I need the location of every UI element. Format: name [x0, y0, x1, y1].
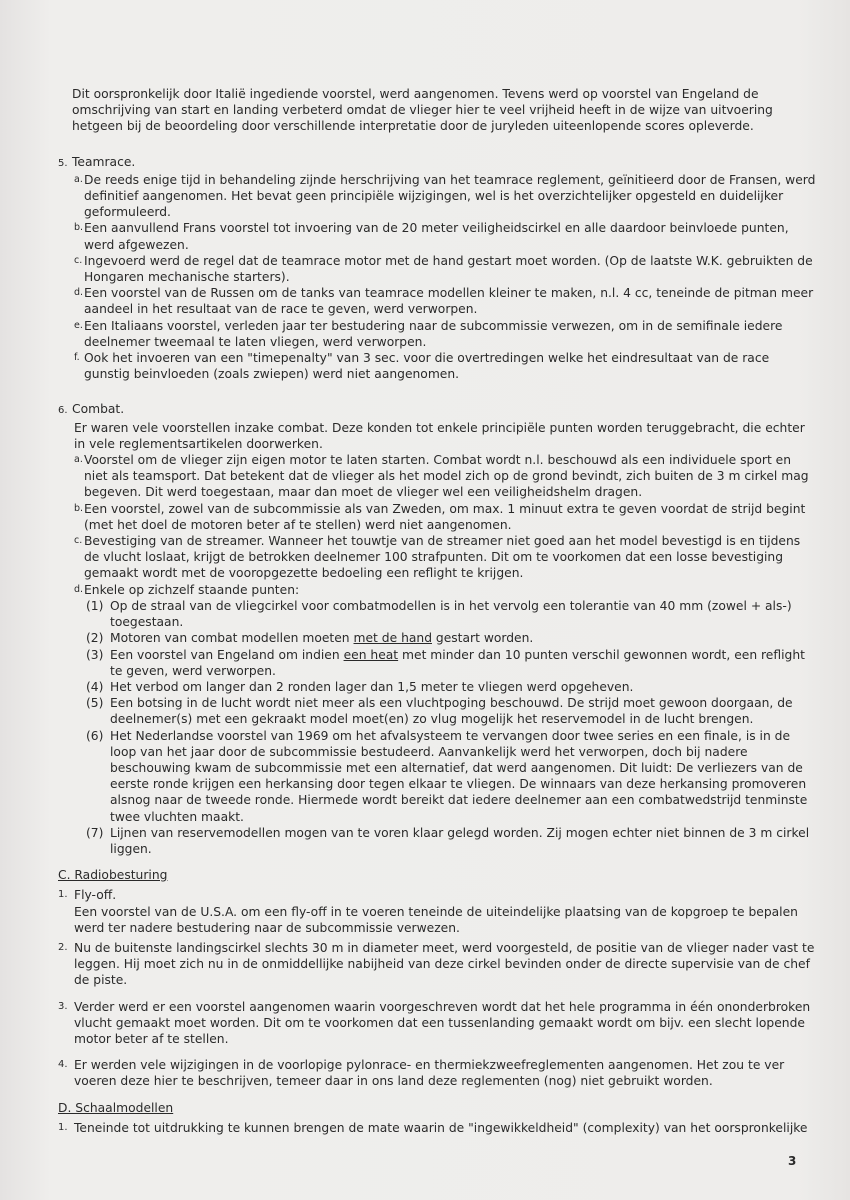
section-radio-heading: C. Radiobesturing	[58, 868, 168, 883]
combat-point: (1) Op de straal van de vliegcirkel voor combatmodellen is in het vervolg een tolerantie van 40 mm (zowel + als-) toegestaan.	[86, 598, 792, 630]
document-body	[50, 86, 818, 1136]
teamrace-item: e. Een Italiaans voorstel, verleden jaar ter bestudering naar de subcommissie verwezen, om in de semifinale iedere deelnemer tweemaal te laten vliegen, werd verworpen.	[74, 318, 783, 349]
combat-point: (4) Het verbod om langer dan 2 ronden lager dan 1,5 meter te vliegen werd opgeheven.	[86, 679, 634, 694]
combat-item: c. Bevestiging van de streamer. Wanneer het touwtje van de streamer niet goed aan het model bevestigd is en tijdens de vlucht loslaat, krijgt de betrokken deelnemer 100 strafpunten. Dit om te voorkomen dat een losse bevestiging gemaakt wordt met de vooropgezette bedoeling een reflight te krijgen.	[74, 534, 801, 581]
combat-point: (7) Lijnen van reservemodellen mogen van te voren klaar gelegd worden. Zij mogen echter niet binnen de 3 m cirkel liggen.	[86, 825, 810, 856]
radio-item: 2. Nu de buitenste landingscirkel slechts 30 m in diameter meet, werd voorgesteld, de positie van de vlieger nader vast te leggen. Hij moet zich nu in de onmiddellijke nabijheid van deze cirkel bevinden onder de directe supervisie van de chef de piste.	[58, 940, 815, 988]
combat-point: (2) Motoren van combat modellen moeten met de hand gestart worden.	[86, 631, 534, 646]
teamrace-item: c. Ingevoerd werd de regel dat de teamrace motor met de hand gestart moet worden. (Op de laatste W.K. gebruikten de Hongaren mechanische starters).	[74, 253, 813, 285]
combat-point: (6) Het Nederlandse voorstel van 1969 om het afvalsysteem te vervangen door twee series en een finale, is in de loop van het jaar door de subcommissie bestudeerd. Aanvankelijk werd het verworpen, doch bij nadere beschouwing kwam de subcommissie met een alternatief, dat werd aangenomen. Dit luidt: De verliezers van de eerste ronde krijgen een herkansing door tegen elkaar te vliegen. De winnaars van deze herkansing promoveren alsnog naar de tweede ronde. Hiermede wordt bereikt dat iedere deelnemer aan een combatwedstrijd tenminste twee vluchten maakt.	[86, 728, 808, 824]
page-number: 3	[788, 1154, 797, 1168]
section-teamrace-title: 5. Teamrace.	[58, 154, 136, 169]
combat-item: a. Voorstel om de vlieger zijn eigen motor te laten starten. Combat wordt n.l. beschouwd als een individuele sport en niet als teamsport. Dat betekent dat de vlieger als het model zich op de grond bevindt, zich buiten de 3 m cirkel mag begeven. Dit werd toegestaan, maar dan moet de vlieger wel een veiligheidshelm dragen.	[74, 453, 809, 500]
section-combat-title: 6. Combat.	[58, 402, 125, 417]
teamrace-item: a. De reeds enige tijd in behandeling zijnde herschrijving van het teamrace reglement, geïnitieerd door de Fransen, werd definitief aangenomen. Het bevat geen principiële wijzigingen, wel is het overzichtelijker opgesteld en duidelijker geformuleerd.	[74, 172, 816, 220]
combat-point: (3) Een voorstel van Engeland om indien een heat met minder dan 10 punten verschil gewonnen wordt, een reflight te geven, werd verworpen.	[86, 647, 805, 678]
section-scale-heading: D. Schaalmodellen	[58, 1100, 174, 1115]
combat-item: b. Een voorstel, zowel van de subcommissie als van Zweden, om max. 1 minuut extra te geven voordat de strijd begint (met het doel de motoren beter af te stellen) werd niet aangenomen.	[74, 501, 806, 532]
teamrace-item: f. Ook het invoeren van een "timepenalty" van 3 sec. voor die overtredingen welke het eindresultaat van de race gunstig beinvloeden (zoals zwiepen) werd niet aangenomen.	[74, 351, 770, 382]
combat-point: (5) Een botsing in de lucht wordt niet meer als een vluchtpoging beschouwd. De strijd moet gewoon doorgaan, de deelnemer(s) met een gekraakt model moet(en) zo vlug mogelijk het reservemodel in de lucht brengen.	[86, 696, 793, 727]
radio-item: 4. Er werden vele wijzigingen in de voorlopige pylonrace- en thermiekzweefreglementen aangenomen. Het zou te ver voeren deze hier te beschrijven, temeer daar in ons land deze reglementen (nog) niet gebruikt worden.	[58, 1058, 785, 1089]
combat-item: d. Enkele op zichzelf staande punten:	[74, 582, 300, 597]
intro-paragraph: Dit oorspronkelijk door Italië ingediende voorstel, werd aangenomen. Tevens werd op voorstel van Engeland de omschrijving van start en landing verbeterd omdat de vlieger hier te veel vrijheid heeft in de wijze van uitvoering hetgeen bij de beoordeling door verschillende interpretatie door de juryleden uiteenlopende scores opleverde.	[72, 87, 773, 134]
radio-item: 3. Verder werd er een voorstel aangenomen waarin voorgeschreven wordt dat het hele programma in één ononderbroken vlucht gemaakt moet worden. Dit om te voorkomen dat een tussenlanding gemaakt wordt om bijv. een slecht lopende motor beter af te stellen.	[58, 999, 811, 1046]
scale-item: 1. Teneinde tot uitdrukking te kunnen brengen de mate waarin de "ingewikkeldheid" (complexity) van het oorspronkelijke	[58, 1120, 808, 1135]
teamrace-item: d. Een voorstel van de Russen om de tanks van teamrace modellen kleiner te maken, n.l. 4 cc, teneinde de pitman meer aandeel in het resultaat van de race te geven, werd verworpen.	[74, 286, 814, 317]
teamrace-item: b. Een aanvullend Frans voorstel tot invoering van de 20 meter veiligheidscirkel en alle daardoor beinvloede punten, werd afgewezen.	[74, 221, 789, 252]
radio-item: 1. Fly-off. Een voorstel van de U.S.A. om een fly-off in te voeren teneinde de uiteindelijke plaatsing van de kopgroep te bepalen werd ter nadere bestudering naar de subcommissie verwezen.	[58, 888, 798, 935]
combat-intro: Er waren vele voorstellen inzake combat. Deze konden tot enkele principiële punten worden teruggebracht, die echter in vele reglementsartikelen doorwerken.	[74, 420, 805, 451]
